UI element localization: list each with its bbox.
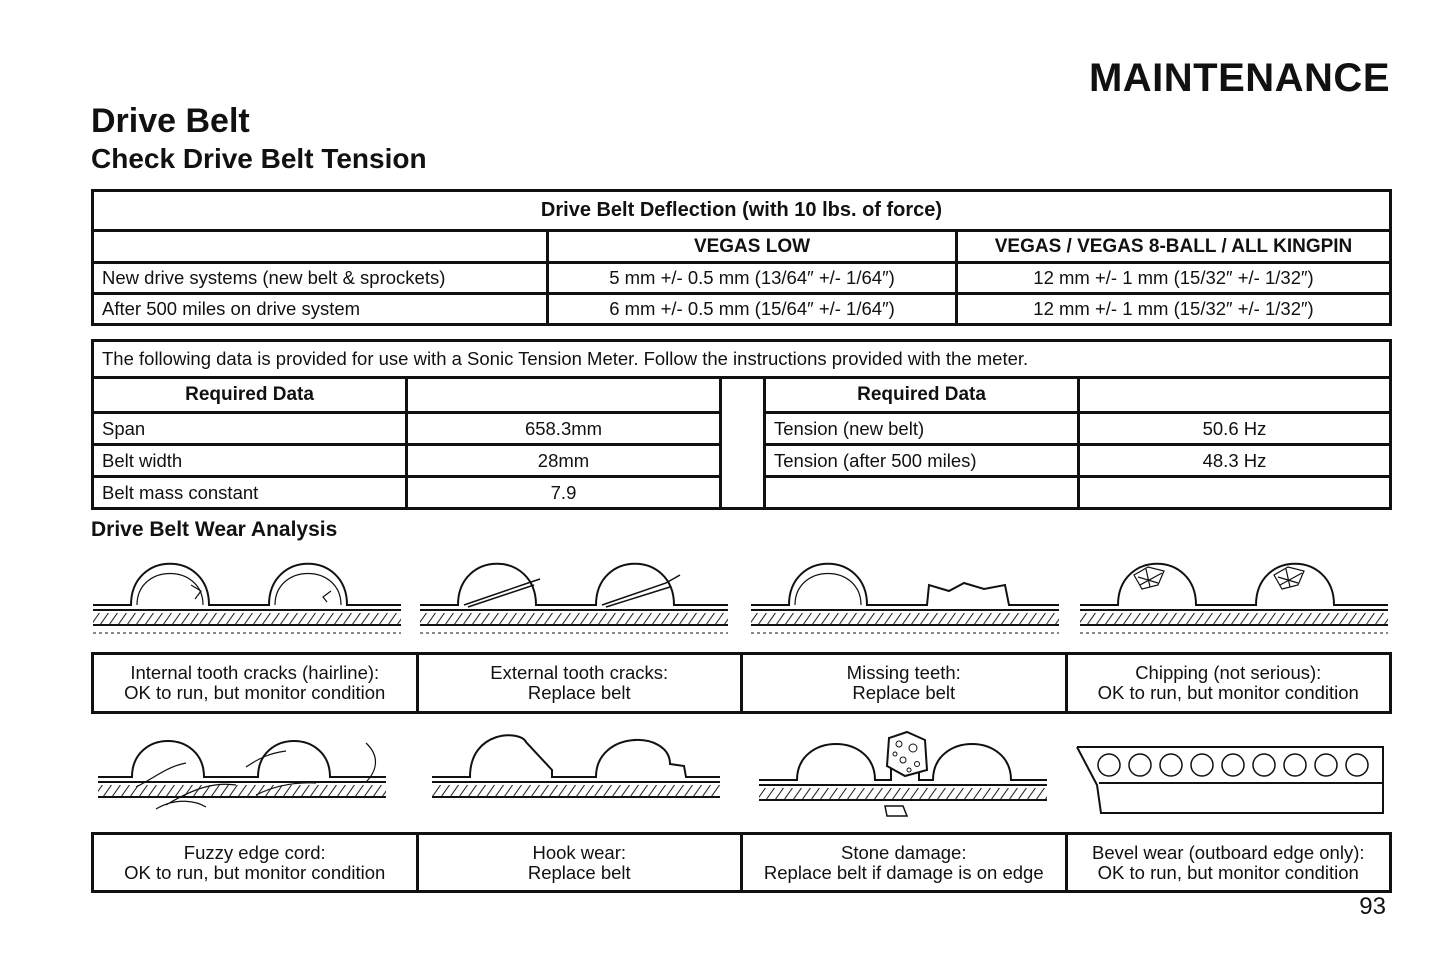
caption-external-tooth-cracks xyxy=(417,654,742,713)
caption-hook-wear xyxy=(417,834,742,892)
wear-analysis-title: Drive Belt Wear Analysis xyxy=(91,518,338,541)
required-data-header: Required Data xyxy=(765,378,1079,413)
wear-action: OK to run, but monitor condition xyxy=(124,861,386,883)
wear-name: Bevel wear (outboard edge only): xyxy=(1091,841,1365,863)
row-label-new: New drive systems (new belt & sprockets) xyxy=(93,263,548,294)
wear-captions-row-2 xyxy=(91,832,1392,893)
chipping-illustration xyxy=(1078,555,1390,640)
column-header xyxy=(93,231,548,263)
table-cell: Tension (after 500 miles) xyxy=(765,445,1079,477)
wear-name: Chipping (not serious): xyxy=(1135,662,1322,683)
caption-bevel-wear xyxy=(1066,834,1391,892)
wear-name: Fuzzy edge cord: xyxy=(183,841,326,863)
wear-name: Missing teeth: xyxy=(846,662,961,683)
missing-teeth-illustration xyxy=(749,555,1061,640)
row-label-500-miles: After 500 miles on drive system xyxy=(93,294,548,325)
caption-stone-damage xyxy=(742,834,1067,892)
external-tooth-cracks-illustration xyxy=(418,555,730,640)
caption-missing-teeth xyxy=(742,654,1067,713)
table-cell: Tension (new belt) xyxy=(765,413,1079,445)
table-cell: Belt mass constant xyxy=(93,477,407,509)
page-subtitle: Check Drive Belt Tension xyxy=(91,143,427,174)
table-cell: Span xyxy=(93,413,407,445)
table-cell: 48.3 Hz xyxy=(1079,445,1391,477)
required-data-header: Required Data xyxy=(93,378,407,413)
sonic-table-note: The following data is provided for use with a Sonic Tension Meter. Follow the instructions provided with the meter. xyxy=(93,341,1391,378)
sonic-tension-table xyxy=(91,339,1392,510)
wear-action: Replace belt xyxy=(527,861,631,883)
table-cell xyxy=(1079,378,1391,413)
wear-name: Internal tooth cracks (hairline): xyxy=(130,662,380,683)
table-gap xyxy=(721,378,765,509)
wear-name: Hook wear: xyxy=(532,841,627,863)
wear-action: Replace belt xyxy=(852,682,956,703)
table-cell: 28mm xyxy=(407,445,721,477)
table-cell: 7.9 xyxy=(407,477,721,509)
table-cell xyxy=(407,378,721,413)
deflection-table-caption: Drive Belt Deflection (with 10 lbs. of force) xyxy=(93,191,1391,231)
table-cell: 658.3mm xyxy=(407,413,721,445)
caption-fuzzy-edge-cord xyxy=(93,834,418,892)
caption-internal-tooth-cracks xyxy=(93,654,418,713)
page-number: 93 xyxy=(1359,893,1386,920)
table-cell: 5 mm +/- 0.5 mm (13/64″ +/- 1/64″) xyxy=(548,263,957,294)
internal-tooth-cracks-illustration xyxy=(91,555,403,640)
wear-action: Replace belt xyxy=(527,682,631,703)
table-cell: 50.6 Hz xyxy=(1079,413,1391,445)
table-cell: 12 mm +/- 1 mm (15/32″ +/- 1/32″) xyxy=(957,294,1391,325)
deflection-table xyxy=(91,189,1392,326)
caption-chipping xyxy=(1066,654,1391,713)
table-cell: 12 mm +/- 1 mm (15/32″ +/- 1/32″) xyxy=(957,263,1391,294)
fuzzy-edge-cord-illustration xyxy=(96,737,388,812)
table-cell: 6 mm +/- 0.5 mm (15/64″ +/- 1/64″) xyxy=(548,294,957,325)
wear-action: Replace belt if damage is on edge xyxy=(763,861,1044,883)
wear-name: External tooth cracks: xyxy=(490,662,669,683)
wear-captions-row-1 xyxy=(91,652,1392,714)
stone-damage-illustration xyxy=(757,730,1049,820)
hook-wear-illustration xyxy=(430,730,722,805)
column-header-vegas-kingpin: VEGAS / VEGAS 8-BALL / ALL KINGPIN xyxy=(957,231,1391,263)
section-header: MAINTENANCE xyxy=(1088,56,1390,100)
wear-name: Stone damage: xyxy=(841,841,967,863)
wear-action: OK to run, but monitor condition xyxy=(124,682,386,703)
wear-action: OK to run, but monitor condition xyxy=(1097,682,1359,703)
wear-action: OK to run, but monitor condition xyxy=(1097,861,1359,883)
page-title: Drive Belt xyxy=(91,102,250,140)
table-cell xyxy=(1079,477,1391,509)
bevel-wear-illustration xyxy=(1073,745,1385,817)
table-cell: Belt width xyxy=(93,445,407,477)
column-header-vegas-low: VEGAS LOW xyxy=(548,231,957,263)
table-cell xyxy=(765,477,1079,509)
